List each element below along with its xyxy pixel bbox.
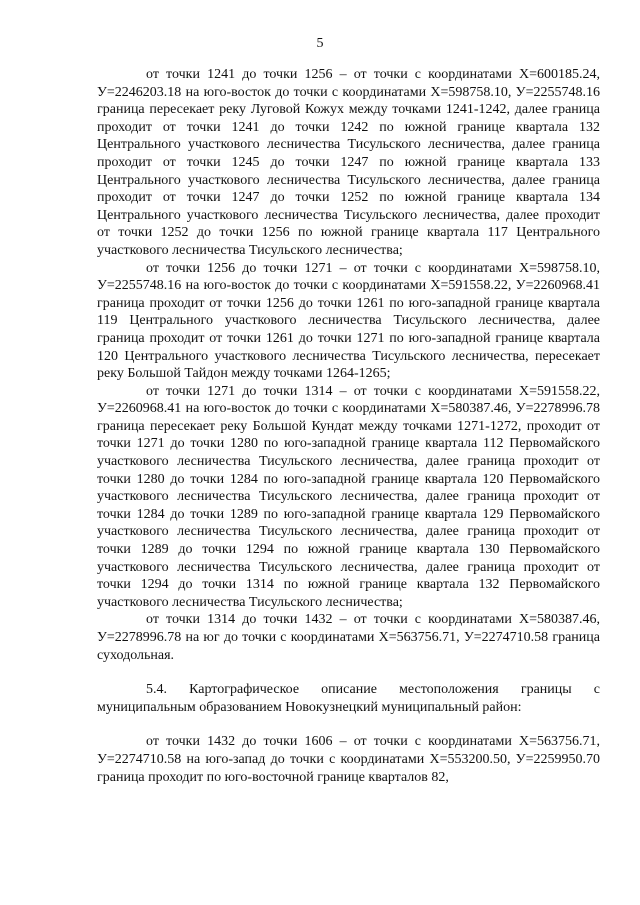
section-heading-5-4: 5.4. Картографическое описание местоположения границы с муниципальным образованием Новокузнецкий муниципальный район: — [97, 682, 600, 715]
boundary-segment-1271-1314: от точки 1271 до точки 1314 – от точки с координатами Х=591558.22, У=2260968.41 на юго-восток до точки с координатами Х=580387.46, У=2278996.78 граница пересекает реку Большой Кундат между точками 1271-1272, проходит от точки 1271 до точки 1280 по юго-западной границе квартала 112 Первомайского участкового лесничества Тисульского лесничества, далее граница проходит от точки 1280 до точки 1284 по юго-западной границе квартала 120 Первомайского участкового лесничества Тисульского лесничества, далее граница проходит от точки 1284 до точки 1289 по юго-западной границе квартала 129 Первомайского участкового лесничества Тисульского лесничества, далее граница проходит от точки 1289 до точки 1294 по южной границе квартала 130 Первомайского участкового лесничества Тисульского лесничества, далее граница проходит от точки 1294 до точки 1314 по южной границе квартала 132 Первомайского участкового лесничества Тисульского лесничества; — [97, 383, 600, 610]
page-number: 5 — [316, 36, 324, 51]
boundary-segment-1432-1606: от точки 1432 до точки 1606 – от точки с координатами Х=563756.71, У=2274710.58 на юго-запад до точки с координатами Х=553200.50, У=2259950.70 граница проходит по юго-восточной границе кварталов 82, — [97, 734, 600, 785]
boundary-segment-1241-1256: от точки 1241 до точки 1256 – от точки с координатами Х=600185.24, У=2246203.18 на юго-восток до точки с координатами Х=598758.10, У=2255748.16 граница пересекает реку Луговой Кожух между точками 1241-1242, далее граница проходит от точки 1241 до точки 1242 по южной границе квартала 132 Центрального участкового лесничества Тисульского лесничества, далее граница проходит от точки 1245 до точки 1247 по южной границе квартала 133 Центрального участкового лесничества Тисульского лесничества, далее граница проходит от точки 1247 до точки 1252 по южной границе квартала 134 Центрального участкового лесничества Тисульского лесничества, далее проходит от точки 1252 до точки 1256 по южной границе квартала 117 Центрального участкового лесничества Тисульского лесничества; — [97, 67, 600, 258]
boundary-segment-1256-1271: от точки 1256 до точки 1271 – от точки с координатами Х=598758.10, У=2255748.16 на юго-восток до точки с координатами Х=591558.22, У=2260968.41 граница проходит от точки 1256 до точки 1261 по юго-западной границе квартала 119 Центрального участкового лесничества Тисульского лесничества, далее граница проходит от точки 1261 до точки 1271 по юго-западной границе квартала 120 Центрального участкового лесничества Тисульского лесничества, пересекает реку Большой Тайдон между точками 1264-1265; — [97, 260, 600, 382]
document-body — [97, 66, 600, 786]
boundary-segment-1314-1432: от точки 1314 до точки 1432 – от точки с координатами Х=580387.46, У=2278996.78 на юг до точки с координатами Х=563756.71, У=2274710.58 граница суходольная. — [97, 612, 600, 663]
